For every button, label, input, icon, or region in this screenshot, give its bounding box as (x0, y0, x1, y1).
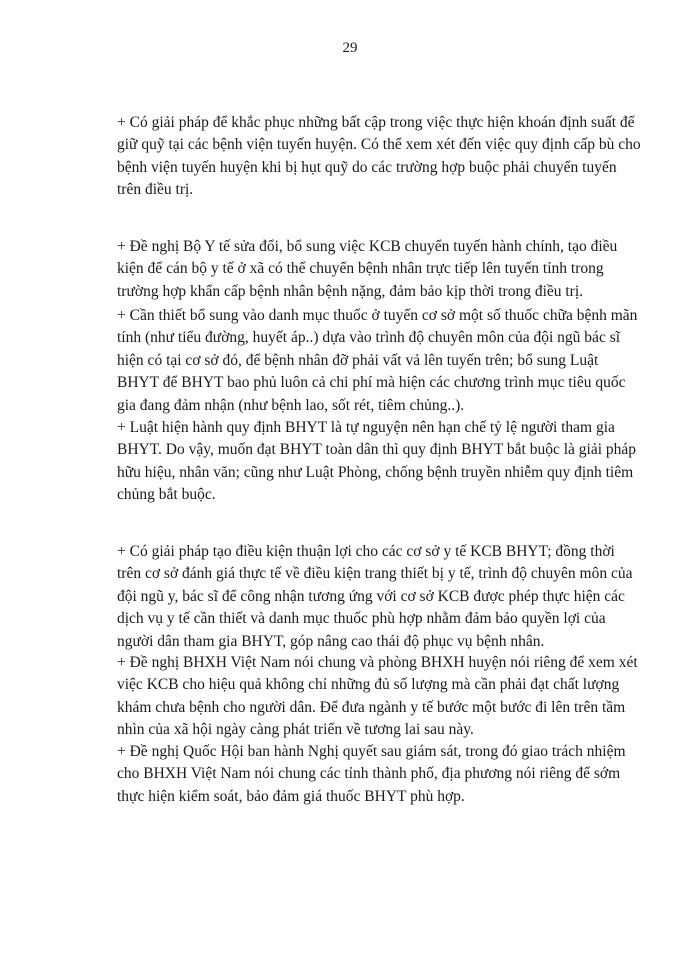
paragraph-5 (117, 541, 637, 653)
paragraph-6 (117, 652, 637, 742)
paragraph-line: bệnh viện tuyến huyện khi bị hụt quỹ do các trường hợp buộc phải chuyển tuyến (117, 158, 617, 176)
paragraph-3 (117, 305, 637, 417)
paragraph-line: trên cơ sở đánh giá thực tế về điều kiện trang thiết bị y tế, trình độ chuyên môn của (117, 565, 633, 583)
paragraph-7 (117, 741, 637, 808)
paragraph-line: + Đề nghị Bộ Y tế sửa đổi, bổ sung việc KCB chuyển tuyến hành chính, tạo điều (117, 238, 618, 255)
paragraph-line: BHYT để BHYT bao phủ luôn cả chi phí mà hiện các chương trình mục tiêu quốc (117, 374, 626, 392)
paragraph-line: tính (như tiểu đường, huyết áp..) dựa vào trình độ chuyên môn của đội ngũ bác sĩ (117, 329, 621, 347)
paragraph-line: nhìn của xã hội ngày càng phát triển về tương lai sau này. (117, 721, 474, 739)
paragraph-line: BHYT. Do vậy, muốn đạt BHYT toàn dân thì quy định BHYT bắt buộc là giải pháp (117, 441, 637, 459)
paragraph-line: việc KCB cho hiệu quả không chỉ những đủ số lượng mà cần phải đạt chất lượng (117, 676, 620, 694)
paragraph-line: + Đề nghị BHXH Việt Nam nói chung và phòng BHXH huyện nói riêng để xem xét (117, 654, 638, 671)
paragraph-line: + Có giải pháp để khắc phục những bất cập trong việc thực hiện khoán định suất để (117, 114, 635, 131)
paragraph-line: hiện có tại cơ sở đó, để bệnh nhân đỡ phải vất vả lên tuyến trên; bổ sung Luật (117, 351, 599, 369)
paragraph-line: trên điều trị. (117, 181, 194, 199)
paragraph-line: đội ngũ y, bác sĩ để công nhận tương ứng với cơ sở KCB được phép thực hiện các (117, 587, 625, 605)
paragraph-line: + Cần thiết bổ sung vào danh mục thuốc ở tuyến cơ sở một số thuốc chữa bệnh mãn (117, 307, 638, 324)
paragraph-line: thực hiện kiểm soát, bảo đảm giá thuốc BHYT phù hợp. (117, 787, 465, 805)
paragraph-line: chủng bắt buộc. (117, 486, 216, 504)
paragraph-2 (117, 236, 637, 303)
paragraph-line: hữu hiệu, nhân văn; cũng như Luật Phòng, chống bệnh truyền nhiễm quy định tiêm (117, 463, 634, 481)
paragraph-line: + Có giải pháp tạo điều kiện thuận lợi cho các cơ sở y tế KCB BHYT; đồng thời (117, 543, 615, 560)
paragraph-line: dịch vụ y tế cần thiết và danh mục thuốc phù hợp nhằm đảm bảo quyền lợi của (117, 610, 606, 628)
paragraph-line: cho BHXH Việt Nam nói chung các tỉnh thành phố, địa phương nói riêng để sớm (117, 765, 621, 783)
paragraph-line: + Đề nghị Quốc Hội ban hành Nghị quyết sau giám sát, trong đó giao trách nhiệm (117, 743, 626, 760)
paragraph-line: kiện để cán bộ y tế ở xã có thể chuyển bệnh nhân trực tiếp lên tuyến tỉnh trong (117, 260, 604, 278)
paragraph-line: + Luật hiện hành quy định BHYT là tự nguyện nên hạn chế tỷ lệ người tham gia (117, 419, 615, 436)
paragraph-line: gia đang đảm nhận (như bệnh lao, sốt rét, tiêm chủng..). (117, 396, 465, 414)
paragraph-line: người dân tham gia BHYT, góp nâng cao thái độ phục vụ bệnh nhân. (117, 632, 545, 650)
paragraph-line: khám chưa bệnh cho người dân. Để đưa ngành y tế bước một bước đi lên trên tầm (117, 698, 626, 716)
paragraph-4 (117, 417, 637, 507)
paragraph-1 (117, 112, 641, 202)
paragraph-line: trường hợp khẩn cấp bệnh nhân bệnh nặng, đảm bảo kịp thời trong điều trị. (117, 282, 584, 300)
paragraph-line: giữ quỹ tại các bệnh viện tuyến huyện. Có thể xem xét đến việc quy định cấp bù cho (117, 136, 641, 154)
page-number: 29 (342, 40, 358, 56)
